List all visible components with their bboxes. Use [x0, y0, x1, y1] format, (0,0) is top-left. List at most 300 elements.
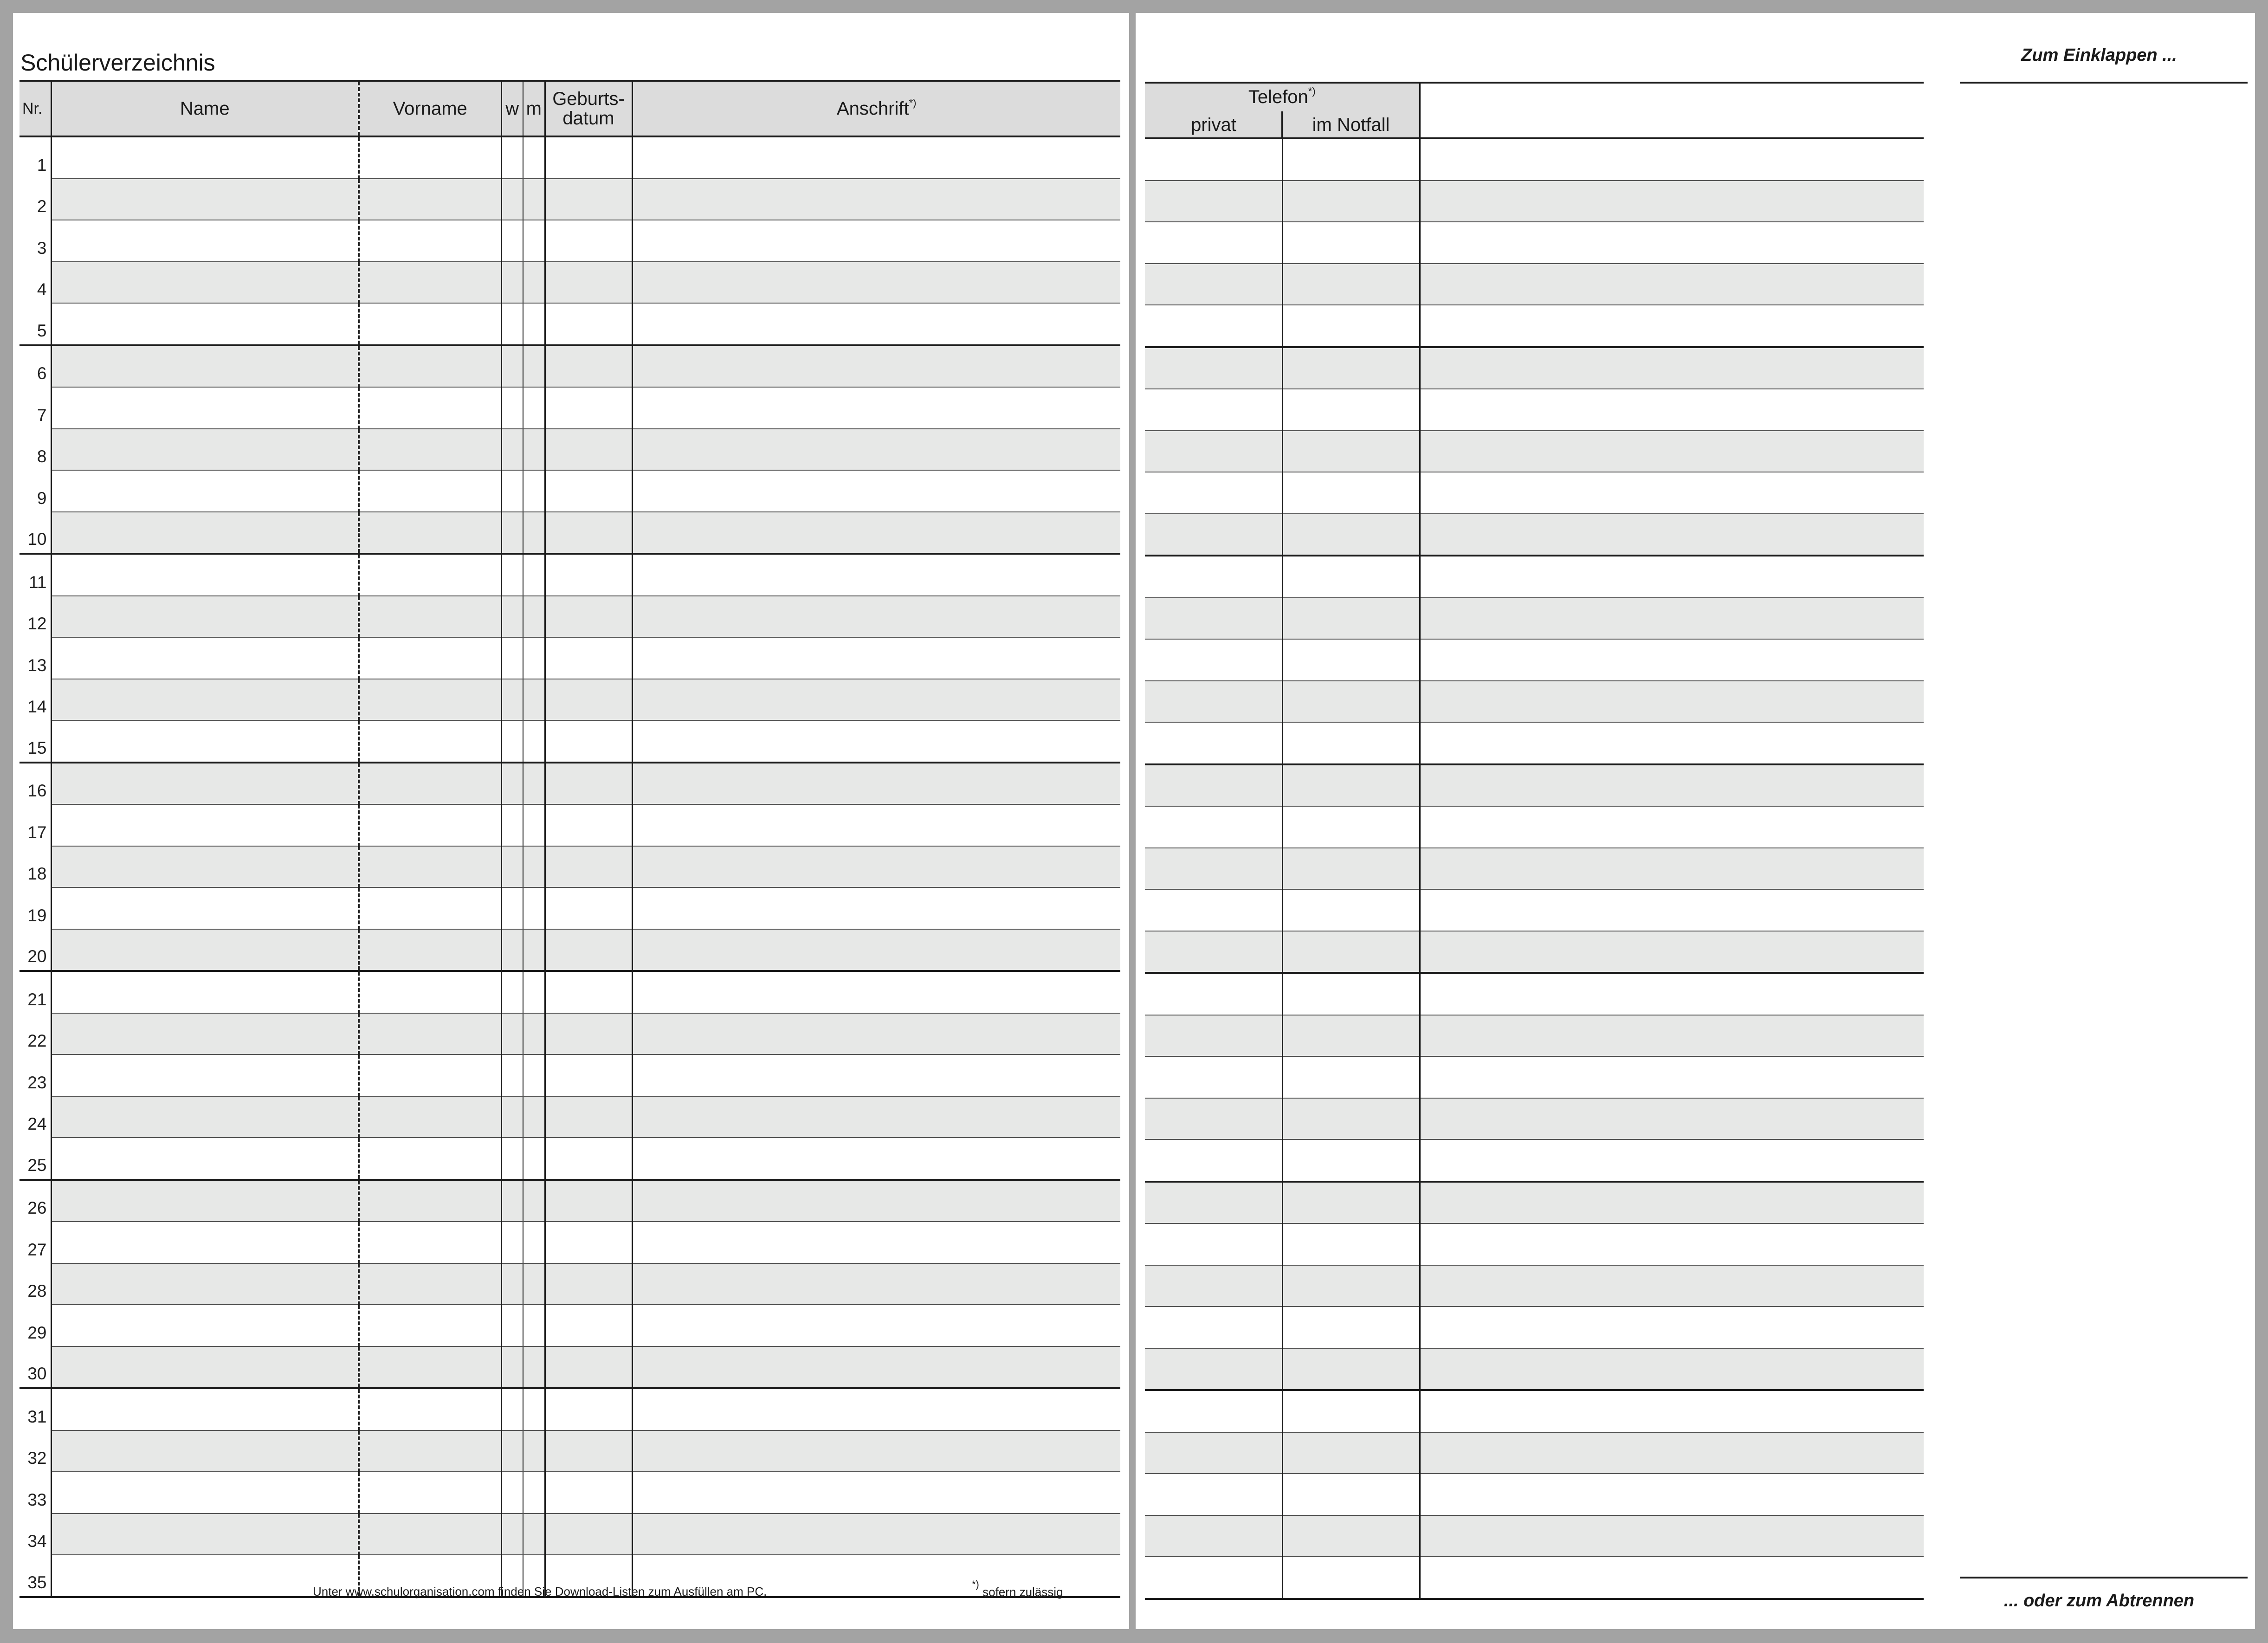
address-cell[interactable] — [632, 846, 1120, 888]
address-cell[interactable] — [632, 1222, 1120, 1263]
address-cell[interactable] — [632, 720, 1120, 763]
address-cell[interactable] — [632, 887, 1120, 929]
notes-cell[interactable] — [1420, 1056, 1924, 1098]
first-name-cell[interactable] — [359, 1013, 501, 1055]
name-cell[interactable] — [51, 262, 359, 304]
phone-emergency-cell[interactable] — [1282, 138, 1420, 181]
male-cell[interactable] — [523, 554, 545, 596]
first-name-cell[interactable] — [359, 179, 501, 220]
phone-private-cell[interactable] — [1145, 598, 1282, 640]
name-cell[interactable] — [51, 220, 359, 262]
phone-private-cell[interactable] — [1145, 472, 1282, 514]
birthdate-cell[interactable] — [545, 1388, 632, 1430]
female-cell[interactable] — [501, 303, 523, 345]
phone-private-cell[interactable] — [1145, 1056, 1282, 1098]
female-cell[interactable] — [501, 1222, 523, 1263]
phone-private-cell[interactable] — [1145, 1015, 1282, 1057]
birthdate-cell[interactable] — [545, 887, 632, 929]
notes-cell[interactable] — [1420, 1015, 1924, 1057]
first-name-cell[interactable] — [359, 262, 501, 304]
male-cell[interactable] — [523, 512, 545, 554]
male-cell[interactable] — [523, 1263, 545, 1305]
birthdate-cell[interactable] — [545, 387, 632, 429]
name-cell[interactable] — [51, 1346, 359, 1389]
male-cell[interactable] — [523, 763, 545, 805]
notes-cell[interactable] — [1420, 639, 1924, 681]
name-cell[interactable] — [51, 971, 359, 1013]
notes-cell[interactable] — [1420, 222, 1924, 264]
phone-private-cell[interactable] — [1145, 347, 1282, 389]
phone-private-cell[interactable] — [1145, 1348, 1282, 1391]
male-cell[interactable] — [523, 971, 545, 1013]
phone-emergency-cell[interactable] — [1282, 1182, 1420, 1224]
female-cell[interactable] — [501, 1096, 523, 1138]
phone-emergency-cell[interactable] — [1282, 1390, 1420, 1432]
first-name-cell[interactable] — [359, 1222, 501, 1263]
phone-emergency-cell[interactable] — [1282, 1015, 1420, 1057]
female-cell[interactable] — [501, 429, 523, 471]
address-cell[interactable] — [632, 512, 1120, 554]
notes-cell[interactable] — [1420, 973, 1924, 1015]
phone-emergency-cell[interactable] — [1282, 431, 1420, 472]
notes-cell[interactable] — [1420, 514, 1924, 556]
male-cell[interactable] — [523, 596, 545, 638]
phone-emergency-cell[interactable] — [1282, 1307, 1420, 1348]
notes-cell[interactable] — [1420, 889, 1924, 931]
phone-private-cell[interactable] — [1145, 305, 1282, 347]
female-cell[interactable] — [501, 136, 523, 179]
female-cell[interactable] — [501, 1054, 523, 1096]
phone-private-cell[interactable] — [1145, 1432, 1282, 1474]
birthdate-cell[interactable] — [545, 1096, 632, 1138]
birthdate-cell[interactable] — [545, 1514, 632, 1555]
notes-cell[interactable] — [1420, 1139, 1924, 1182]
male-cell[interactable] — [523, 303, 545, 345]
phone-private-cell[interactable] — [1145, 806, 1282, 848]
female-cell[interactable] — [501, 1430, 523, 1472]
phone-private-cell[interactable] — [1145, 138, 1282, 181]
first-name-cell[interactable] — [359, 345, 501, 388]
name-cell[interactable] — [51, 1430, 359, 1472]
birthdate-cell[interactable] — [545, 1013, 632, 1055]
address-cell[interactable] — [632, 220, 1120, 262]
address-cell[interactable] — [632, 804, 1120, 846]
male-cell[interactable] — [523, 1013, 545, 1055]
male-cell[interactable] — [523, 1305, 545, 1346]
first-name-cell[interactable] — [359, 1054, 501, 1096]
female-cell[interactable] — [501, 763, 523, 805]
male-cell[interactable] — [523, 387, 545, 429]
address-cell[interactable] — [632, 1013, 1120, 1055]
notes-cell[interactable] — [1420, 681, 1924, 723]
first-name-cell[interactable] — [359, 887, 501, 929]
phone-private-cell[interactable] — [1145, 931, 1282, 973]
address-cell[interactable] — [632, 1054, 1120, 1096]
name-cell[interactable] — [51, 929, 359, 971]
female-cell[interactable] — [501, 345, 523, 388]
phone-emergency-cell[interactable] — [1282, 1056, 1420, 1098]
phone-emergency-cell[interactable] — [1282, 1474, 1420, 1515]
male-cell[interactable] — [523, 846, 545, 888]
name-cell[interactable] — [51, 470, 359, 512]
birthdate-cell[interactable] — [545, 1222, 632, 1263]
name-cell[interactable] — [51, 804, 359, 846]
first-name-cell[interactable] — [359, 929, 501, 971]
notes-cell[interactable] — [1420, 181, 1924, 222]
phone-private-cell[interactable] — [1145, 1557, 1282, 1599]
birthdate-cell[interactable] — [545, 637, 632, 679]
name-cell[interactable] — [51, 1180, 359, 1222]
name-cell[interactable] — [51, 887, 359, 929]
birthdate-cell[interactable] — [545, 470, 632, 512]
name-cell[interactable] — [51, 1514, 359, 1555]
notes-cell[interactable] — [1420, 1557, 1924, 1599]
first-name-cell[interactable] — [359, 387, 501, 429]
phone-emergency-cell[interactable] — [1282, 181, 1420, 222]
name-cell[interactable] — [51, 1013, 359, 1055]
phone-emergency-cell[interactable] — [1282, 1098, 1420, 1140]
phone-private-cell[interactable] — [1145, 1307, 1282, 1348]
phone-private-cell[interactable] — [1145, 222, 1282, 264]
male-cell[interactable] — [523, 470, 545, 512]
address-cell[interactable] — [632, 1472, 1120, 1514]
female-cell[interactable] — [501, 887, 523, 929]
phone-emergency-cell[interactable] — [1282, 764, 1420, 807]
birthdate-cell[interactable] — [545, 136, 632, 179]
phone-emergency-cell[interactable] — [1282, 848, 1420, 890]
notes-cell[interactable] — [1420, 1223, 1924, 1265]
female-cell[interactable] — [501, 1346, 523, 1389]
birthdate-cell[interactable] — [545, 1430, 632, 1472]
female-cell[interactable] — [501, 1472, 523, 1514]
birthdate-cell[interactable] — [545, 220, 632, 262]
birthdate-cell[interactable] — [545, 720, 632, 763]
male-cell[interactable] — [523, 929, 545, 971]
female-cell[interactable] — [501, 262, 523, 304]
phone-private-cell[interactable] — [1145, 389, 1282, 431]
female-cell[interactable] — [501, 596, 523, 638]
female-cell[interactable] — [501, 1180, 523, 1222]
first-name-cell[interactable] — [359, 637, 501, 679]
phone-private-cell[interactable] — [1145, 1182, 1282, 1224]
female-cell[interactable] — [501, 470, 523, 512]
first-name-cell[interactable] — [359, 1472, 501, 1514]
birthdate-cell[interactable] — [545, 596, 632, 638]
address-cell[interactable] — [632, 929, 1120, 971]
name-cell[interactable] — [51, 596, 359, 638]
notes-cell[interactable] — [1420, 931, 1924, 973]
notes-cell[interactable] — [1420, 1182, 1924, 1224]
phone-emergency-cell[interactable] — [1282, 722, 1420, 764]
male-cell[interactable] — [523, 804, 545, 846]
phone-private-cell[interactable] — [1145, 1223, 1282, 1265]
female-cell[interactable] — [501, 1013, 523, 1055]
female-cell[interactable] — [501, 637, 523, 679]
birthdate-cell[interactable] — [545, 1472, 632, 1514]
male-cell[interactable] — [523, 1096, 545, 1138]
name-cell[interactable] — [51, 763, 359, 805]
first-name-cell[interactable] — [359, 429, 501, 471]
phone-emergency-cell[interactable] — [1282, 1515, 1420, 1557]
phone-emergency-cell[interactable] — [1282, 264, 1420, 305]
name-cell[interactable] — [51, 679, 359, 721]
phone-private-cell[interactable] — [1145, 889, 1282, 931]
birthdate-cell[interactable] — [545, 512, 632, 554]
female-cell[interactable] — [501, 1305, 523, 1346]
phone-emergency-cell[interactable] — [1282, 389, 1420, 431]
name-cell[interactable] — [51, 1054, 359, 1096]
male-cell[interactable] — [523, 1180, 545, 1222]
birthdate-cell[interactable] — [545, 262, 632, 304]
phone-emergency-cell[interactable] — [1282, 222, 1420, 264]
notes-cell[interactable] — [1420, 138, 1924, 181]
phone-private-cell[interactable] — [1145, 431, 1282, 472]
first-name-cell[interactable] — [359, 1514, 501, 1555]
birthdate-cell[interactable] — [545, 846, 632, 888]
first-name-cell[interactable] — [359, 720, 501, 763]
address-cell[interactable] — [632, 303, 1120, 345]
first-name-cell[interactable] — [359, 470, 501, 512]
female-cell[interactable] — [501, 1514, 523, 1555]
first-name-cell[interactable] — [359, 512, 501, 554]
phone-emergency-cell[interactable] — [1282, 1557, 1420, 1599]
first-name-cell[interactable] — [359, 1388, 501, 1430]
name-cell[interactable] — [51, 345, 359, 388]
phone-emergency-cell[interactable] — [1282, 514, 1420, 556]
male-cell[interactable] — [523, 429, 545, 471]
address-cell[interactable] — [632, 387, 1120, 429]
birthdate-cell[interactable] — [545, 429, 632, 471]
name-cell[interactable] — [51, 512, 359, 554]
phone-emergency-cell[interactable] — [1282, 598, 1420, 640]
birthdate-cell[interactable] — [545, 804, 632, 846]
first-name-cell[interactable] — [359, 804, 501, 846]
notes-cell[interactable] — [1420, 264, 1924, 305]
male-cell[interactable] — [523, 1514, 545, 1555]
notes-cell[interactable] — [1420, 431, 1924, 472]
male-cell[interactable] — [523, 1472, 545, 1514]
birthdate-cell[interactable] — [545, 971, 632, 1013]
name-cell[interactable] — [51, 136, 359, 179]
phone-emergency-cell[interactable] — [1282, 806, 1420, 848]
address-cell[interactable] — [632, 1138, 1120, 1180]
male-cell[interactable] — [523, 262, 545, 304]
first-name-cell[interactable] — [359, 1096, 501, 1138]
notes-cell[interactable] — [1420, 305, 1924, 347]
first-name-cell[interactable] — [359, 1180, 501, 1222]
female-cell[interactable] — [501, 387, 523, 429]
phone-private-cell[interactable] — [1145, 764, 1282, 807]
male-cell[interactable] — [523, 637, 545, 679]
notes-cell[interactable] — [1420, 1515, 1924, 1557]
female-cell[interactable] — [501, 804, 523, 846]
male-cell[interactable] — [523, 887, 545, 929]
male-cell[interactable] — [523, 1054, 545, 1096]
phone-private-cell[interactable] — [1145, 1098, 1282, 1140]
address-cell[interactable] — [632, 429, 1120, 471]
phone-private-cell[interactable] — [1145, 264, 1282, 305]
name-cell[interactable] — [51, 387, 359, 429]
phone-private-cell[interactable] — [1145, 556, 1282, 598]
birthdate-cell[interactable] — [545, 554, 632, 596]
phone-private-cell[interactable] — [1145, 722, 1282, 764]
address-cell[interactable] — [632, 1305, 1120, 1346]
address-cell[interactable] — [632, 637, 1120, 679]
birthdate-cell[interactable] — [545, 1305, 632, 1346]
male-cell[interactable] — [523, 1430, 545, 1472]
address-cell[interactable] — [632, 1180, 1120, 1222]
address-cell[interactable] — [632, 596, 1120, 638]
address-cell[interactable] — [632, 1514, 1120, 1555]
female-cell[interactable] — [501, 1138, 523, 1180]
birthdate-cell[interactable] — [545, 1346, 632, 1389]
male-cell[interactable] — [523, 179, 545, 220]
phone-private-cell[interactable] — [1145, 639, 1282, 681]
phone-private-cell[interactable] — [1145, 1139, 1282, 1182]
first-name-cell[interactable] — [359, 136, 501, 179]
phone-emergency-cell[interactable] — [1282, 1265, 1420, 1307]
female-cell[interactable] — [501, 1388, 523, 1430]
notes-cell[interactable] — [1420, 1307, 1924, 1348]
female-cell[interactable] — [501, 554, 523, 596]
birthdate-cell[interactable] — [545, 1054, 632, 1096]
first-name-cell[interactable] — [359, 846, 501, 888]
phone-emergency-cell[interactable] — [1282, 1139, 1420, 1182]
name-cell[interactable] — [51, 720, 359, 763]
address-cell[interactable] — [632, 470, 1120, 512]
address-cell[interactable] — [632, 1096, 1120, 1138]
address-cell[interactable] — [632, 345, 1120, 388]
first-name-cell[interactable] — [359, 596, 501, 638]
birthdate-cell[interactable] — [545, 1138, 632, 1180]
birthdate-cell[interactable] — [545, 345, 632, 388]
address-cell[interactable] — [632, 1346, 1120, 1389]
address-cell[interactable] — [632, 763, 1120, 805]
phone-emergency-cell[interactable] — [1282, 639, 1420, 681]
female-cell[interactable] — [501, 512, 523, 554]
male-cell[interactable] — [523, 1346, 545, 1389]
notes-cell[interactable] — [1420, 347, 1924, 389]
name-cell[interactable] — [51, 1096, 359, 1138]
female-cell[interactable] — [501, 220, 523, 262]
male-cell[interactable] — [523, 345, 545, 388]
name-cell[interactable] — [51, 1305, 359, 1346]
birthdate-cell[interactable] — [545, 929, 632, 971]
phone-private-cell[interactable] — [1145, 973, 1282, 1015]
male-cell[interactable] — [523, 1138, 545, 1180]
phone-emergency-cell[interactable] — [1282, 1348, 1420, 1391]
phone-emergency-cell[interactable] — [1282, 556, 1420, 598]
notes-cell[interactable] — [1420, 1474, 1924, 1515]
phone-emergency-cell[interactable] — [1282, 347, 1420, 389]
phone-private-cell[interactable] — [1145, 181, 1282, 222]
first-name-cell[interactable] — [359, 554, 501, 596]
name-cell[interactable] — [51, 637, 359, 679]
birthdate-cell[interactable] — [545, 303, 632, 345]
female-cell[interactable] — [501, 846, 523, 888]
name-cell[interactable] — [51, 1263, 359, 1305]
female-cell[interactable] — [501, 720, 523, 763]
address-cell[interactable] — [632, 1388, 1120, 1430]
female-cell[interactable] — [501, 1263, 523, 1305]
name-cell[interactable] — [51, 303, 359, 345]
address-cell[interactable] — [632, 1430, 1120, 1472]
name-cell[interactable] — [51, 1138, 359, 1180]
male-cell[interactable] — [523, 1388, 545, 1430]
phone-private-cell[interactable] — [1145, 1474, 1282, 1515]
female-cell[interactable] — [501, 679, 523, 721]
birthdate-cell[interactable] — [545, 179, 632, 220]
notes-cell[interactable] — [1420, 556, 1924, 598]
name-cell[interactable] — [51, 846, 359, 888]
phone-private-cell[interactable] — [1145, 848, 1282, 890]
phone-private-cell[interactable] — [1145, 1515, 1282, 1557]
female-cell[interactable] — [501, 929, 523, 971]
first-name-cell[interactable] — [359, 1430, 501, 1472]
female-cell[interactable] — [501, 179, 523, 220]
birthdate-cell[interactable] — [545, 763, 632, 805]
birthdate-cell[interactable] — [545, 1180, 632, 1222]
notes-cell[interactable] — [1420, 1098, 1924, 1140]
birthdate-cell[interactable] — [545, 1263, 632, 1305]
first-name-cell[interactable] — [359, 1138, 501, 1180]
address-cell[interactable] — [632, 179, 1120, 220]
male-cell[interactable] — [523, 679, 545, 721]
notes-cell[interactable] — [1420, 848, 1924, 890]
first-name-cell[interactable] — [359, 971, 501, 1013]
name-cell[interactable] — [51, 1388, 359, 1430]
notes-cell[interactable] — [1420, 1432, 1924, 1474]
notes-cell[interactable] — [1420, 1265, 1924, 1307]
notes-cell[interactable] — [1420, 1390, 1924, 1432]
male-cell[interactable] — [523, 136, 545, 179]
name-cell[interactable] — [51, 554, 359, 596]
address-cell[interactable] — [632, 262, 1120, 304]
phone-emergency-cell[interactable] — [1282, 472, 1420, 514]
female-cell[interactable] — [501, 971, 523, 1013]
notes-cell[interactable] — [1420, 764, 1924, 807]
address-cell[interactable] — [632, 971, 1120, 1013]
first-name-cell[interactable] — [359, 1346, 501, 1389]
phone-emergency-cell[interactable] — [1282, 1223, 1420, 1265]
male-cell[interactable] — [523, 1222, 545, 1263]
phone-emergency-cell[interactable] — [1282, 973, 1420, 1015]
male-cell[interactable] — [523, 220, 545, 262]
phone-emergency-cell[interactable] — [1282, 305, 1420, 347]
notes-cell[interactable] — [1420, 1348, 1924, 1391]
first-name-cell[interactable] — [359, 220, 501, 262]
address-cell[interactable] — [632, 136, 1120, 179]
name-cell[interactable] — [51, 1222, 359, 1263]
phone-private-cell[interactable] — [1145, 514, 1282, 556]
first-name-cell[interactable] — [359, 1305, 501, 1346]
first-name-cell[interactable] — [359, 303, 501, 345]
phone-emergency-cell[interactable] — [1282, 1432, 1420, 1474]
first-name-cell[interactable] — [359, 763, 501, 805]
male-cell[interactable] — [523, 720, 545, 763]
notes-cell[interactable] — [1420, 389, 1924, 431]
first-name-cell[interactable] — [359, 679, 501, 721]
notes-cell[interactable] — [1420, 806, 1924, 848]
name-cell[interactable] — [51, 179, 359, 220]
notes-cell[interactable] — [1420, 722, 1924, 764]
phone-emergency-cell[interactable] — [1282, 889, 1420, 931]
address-cell[interactable] — [632, 1263, 1120, 1305]
phone-private-cell[interactable] — [1145, 681, 1282, 723]
name-cell[interactable] — [51, 1472, 359, 1514]
phone-emergency-cell[interactable] — [1282, 681, 1420, 723]
notes-cell[interactable] — [1420, 598, 1924, 640]
